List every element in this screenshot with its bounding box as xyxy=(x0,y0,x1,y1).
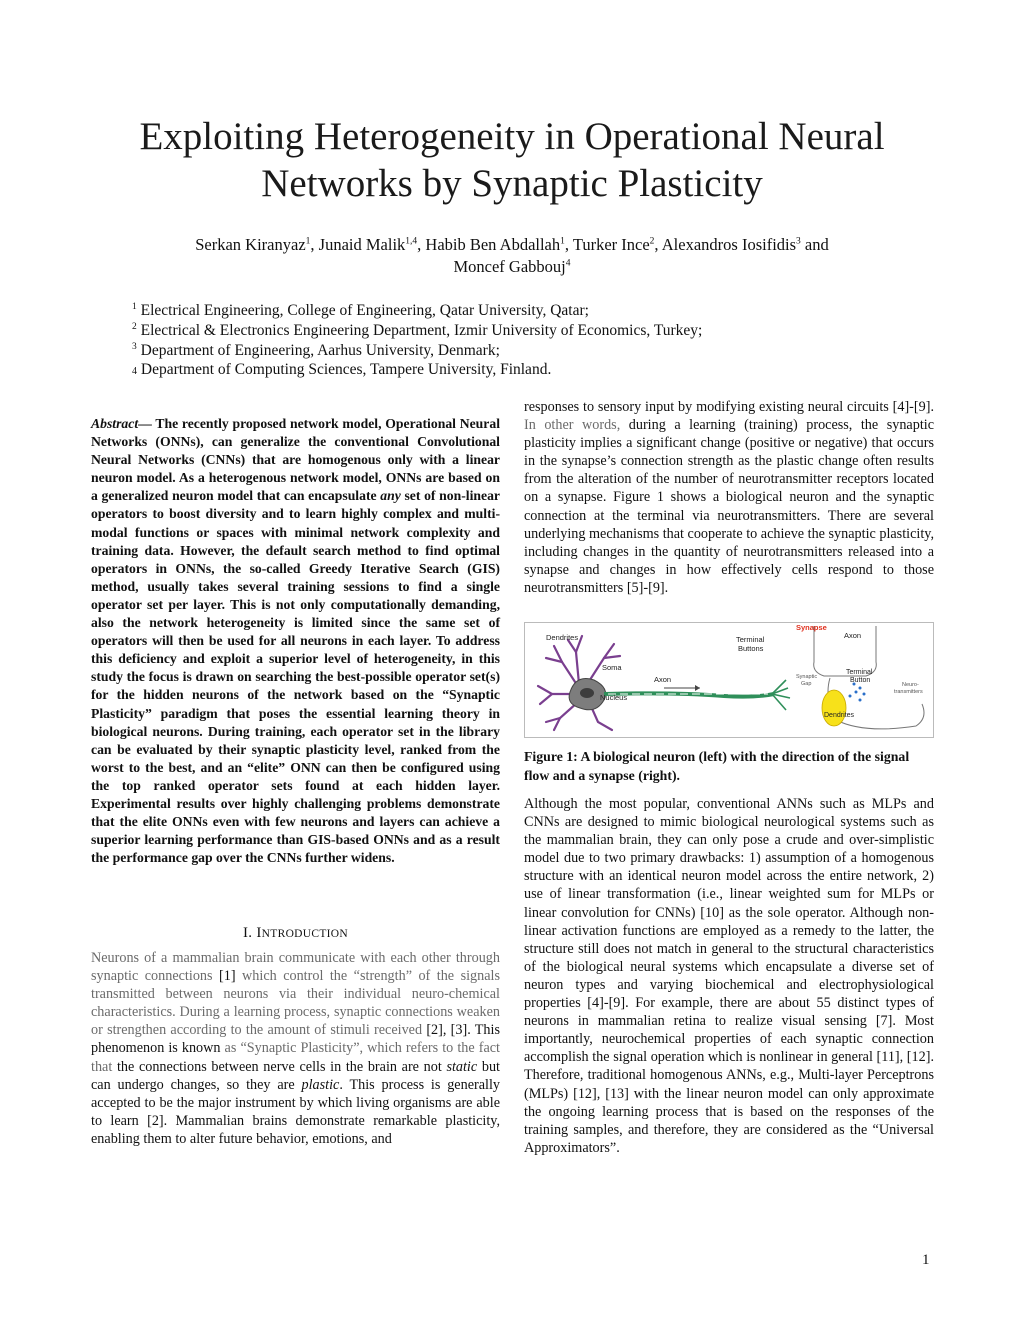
intro-emphasis: static xyxy=(446,1058,478,1075)
label-axon: Axon xyxy=(654,675,672,684)
introduction-paragraph xyxy=(91,949,500,1148)
label-dendrites-right: Dendrites xyxy=(824,712,854,719)
abstract xyxy=(91,415,500,867)
author-affiliation: 4 xyxy=(565,258,571,269)
label-neurotransmitters-1: Neuro- xyxy=(902,682,919,688)
author-name: Turker Ince xyxy=(572,235,650,254)
dendrite-ellipse xyxy=(822,690,846,726)
label-synaptic-gap-2: Gap xyxy=(801,681,812,687)
affiliation-number: 3 xyxy=(132,341,137,352)
affiliation-text: Department of Computing Sciences, Tampere University, Finland. xyxy=(140,361,552,379)
intro-text: which control the “strength” of the signals transmitted between neurons via their individual neuro-chemical characteristics. During a learning process, synaptic connections weaken or strengthen according to the amount of stimuli received xyxy=(91,968,500,1039)
affiliation-text: Electrical & Electronics Engineering Department, Izmir University of Economics, Turkey; xyxy=(140,321,703,339)
author-affiliation: 3 xyxy=(796,236,801,247)
right-column-paragraph-1 xyxy=(524,398,934,597)
title-line-2: Networks by Synaptic Plasticity xyxy=(261,162,763,205)
abstract-label: Abstract xyxy=(91,416,139,431)
nucleus xyxy=(580,688,594,698)
label-terminal-button-1: Terminal xyxy=(846,669,873,676)
abstract-text: The recently proposed network model, Operational Neural Networks (ONNs), can generalize the conventional Convolutional Neural Networks (CNNs) that are homogenous only with a linear neuron model. As a heterogenous network model, ONNs are based on a generalized neuron model that can encapsulate xyxy=(91,416,500,504)
citation: [1] xyxy=(219,968,236,985)
author-affiliation: 2 xyxy=(649,236,655,247)
intro-text: Neurons of a mammalian brain communicate with each other through synaptic connections xyxy=(91,950,500,985)
intro-text: as “Synaptic Plasticity”, which refers to the fact that xyxy=(91,1040,500,1075)
author-name: Junaid Malik xyxy=(318,235,406,254)
affiliation-row xyxy=(132,301,702,321)
author-name: Habib Ben Abdallah xyxy=(425,235,561,254)
author-list xyxy=(90,234,934,278)
label-axon-right: Axon xyxy=(844,631,862,640)
label-neurotransmitters-2: transmitters xyxy=(894,689,923,695)
affiliation-row xyxy=(132,341,702,361)
author-name: Alexandros Iosifidis xyxy=(661,235,797,254)
section-heading-introduction xyxy=(91,925,500,942)
author-affiliation: 1 xyxy=(305,236,311,247)
separator: , xyxy=(654,235,659,254)
page-number: 1 xyxy=(922,1252,930,1268)
title-line-1: Exploiting Heterogeneity in Operational Neural xyxy=(139,115,885,158)
intro-text: [2], [3]. This phenomenon is known xyxy=(91,1022,500,1057)
author-name: Serkan Kiranyaz xyxy=(195,235,306,254)
figure-1-caption: Figure 1: A biological neuron (left) with the direction of the signal flow and a synapse (right). xyxy=(524,749,910,783)
section-title-initial: I xyxy=(256,925,262,941)
author-affiliation: 1,4 xyxy=(405,236,418,247)
label-synaptic-gap-1: Synaptic xyxy=(796,674,818,680)
abstract-text: set of non-linear operators to boost diversity and to learn highly complex and multi-modal functions or spaces with minimal network complexity and training data. However, the default search method to find optimal operators in ONNs, the so-called Greedy Iterative Search (GIS) method, usually takes several training sessions to find a single operator set per layer. This is not only computationally demanding, also the network heterogeneity is limited since the same set of operators will then be used for all neurons in each layer. To address this deficiency and exploit a superior level of heterogeneity, in this study the focus is drawn on searching the best-possible operator set(s) for the hidden neurons of the network based on the “Synaptic Plasticity” paradigm that poses the essential learning theory in biological neurons. During training, each operator set in the library can be evaluated by their synaptic plasticity level, ranked from the worst to the best, and an “elite” ONN can then be configured using the top ranked operator sets found at each hidden layer. Experimental results over highly challenging problems demonstrate that the elite ONNs even with few neurons and layers can achieve a superior learning performance than GIS-based ONNs and as a result the performance gap over the CNNs further widens. xyxy=(91,488,500,866)
right-column-paragraph-2: Although the most popular, conventional ANNs such as MLPs and CNNs are designed to mimic biological neurological systems such as the mammalian brain, they can only pose a crude and over-simplistic model due to two primary drawbacks: 1) assumption of a homogenous structure with an identical neuron model across the entire network, 2) use of linear transformation (i.e., linear weighted sum for MLPs or linear convolution for CNNs) [10] as the sole operator. Although non-linear activation functions are employed as a remedy to the latter, the structure still does not match in general to the structural characteristics of the biological neural systems which encapsulate a diverse set of neuron types and varying biochemical and electrophysiological properties [4]-[9]. For example, there are about 55 distinct types of neurons in mammalian retina to realize visual sensing [7]. Most importantly, neurochemical properties of each synaptic connection accomplish the signal operation which is nonlinear in general [11], [12]. Therefore, traditional homogenous ANNs, e.g., Multi-layer Perceptrons (MLPs) [12], [13] with the linear neuron model can only approximate the ongoing learning process that is based on the responses of the training samples, and therefore, they are considered as the “Universal Approximators”. xyxy=(524,796,934,1156)
author-name: Moncef Gabbouj xyxy=(453,257,566,276)
body-text: In other words, xyxy=(524,417,621,434)
affiliation-row xyxy=(132,321,702,341)
label-terminal-buttons-2: Buttons xyxy=(738,644,764,653)
section-title-rest: NTRODUCTION xyxy=(261,928,349,940)
body-text: responses to sensory input by modifying existing neural circuits [4]-[9]. xyxy=(524,399,934,415)
label-dendrites: Dendrites xyxy=(546,633,579,642)
intro-text: . This process is generally accepted to be the major instrument by which living organisms are able to learn [2]. Mammalian brains demonstrate remarkable plasticity, enabling them to alter future behavior, emotions, and xyxy=(91,1076,500,1147)
affiliation-row xyxy=(132,360,702,382)
affiliation-text: Department of Engineering, Aarhus University, Denmark; xyxy=(140,341,500,359)
affiliation-number: 1 xyxy=(132,301,137,312)
section-number: I. xyxy=(242,925,253,941)
separator: , xyxy=(564,235,570,254)
abstract-dash: — xyxy=(138,416,152,431)
separator: , xyxy=(417,235,422,254)
affiliation-text: Electrical Engineering, College of Engineering, Qatar University, Qatar; xyxy=(140,302,589,319)
separator: , xyxy=(310,235,315,254)
label-terminal-button-2: Button xyxy=(850,677,871,684)
label-synapse: Synapse xyxy=(796,623,827,632)
intro-text: but can undergo changes, so they are xyxy=(91,1058,500,1093)
intro-emphasis: plastic xyxy=(301,1076,340,1093)
label-soma: Soma xyxy=(602,663,622,672)
affiliation-number: 4 xyxy=(132,366,137,378)
label-terminal-buttons-1: Terminal xyxy=(736,635,765,644)
paper-title xyxy=(60,113,964,207)
figure-1-neuron-synapse xyxy=(524,622,934,738)
affiliation-list xyxy=(132,301,702,382)
intro-text: the connections between nerve cells in the brain are not xyxy=(112,1058,447,1075)
affiliation-number: 2 xyxy=(132,321,137,332)
body-text: during a learning (training) process, the synaptic plasticity implies a significant change (positive or negative) that occurs in the synapse’s connection strength as the plastic change often results from the alteration of the number of neurotransmitter receptors located on a synapse. Figure 1 shows a biological neuron and the synaptic connection at the terminal via neurotransmitters. There are several underlying mechanisms that cooperate to achieve the synaptic plasticity, including changes in the quantity of neurotransmitters released into a synapse and changes in how effectively cells respond to those neurotransmitters [5]-[9]. xyxy=(524,417,935,596)
separator: and xyxy=(804,235,829,254)
author-affiliation: 1 xyxy=(560,236,565,247)
label-nucleus: Nucleus xyxy=(600,693,628,702)
abstract-emphasis: any xyxy=(380,488,401,504)
